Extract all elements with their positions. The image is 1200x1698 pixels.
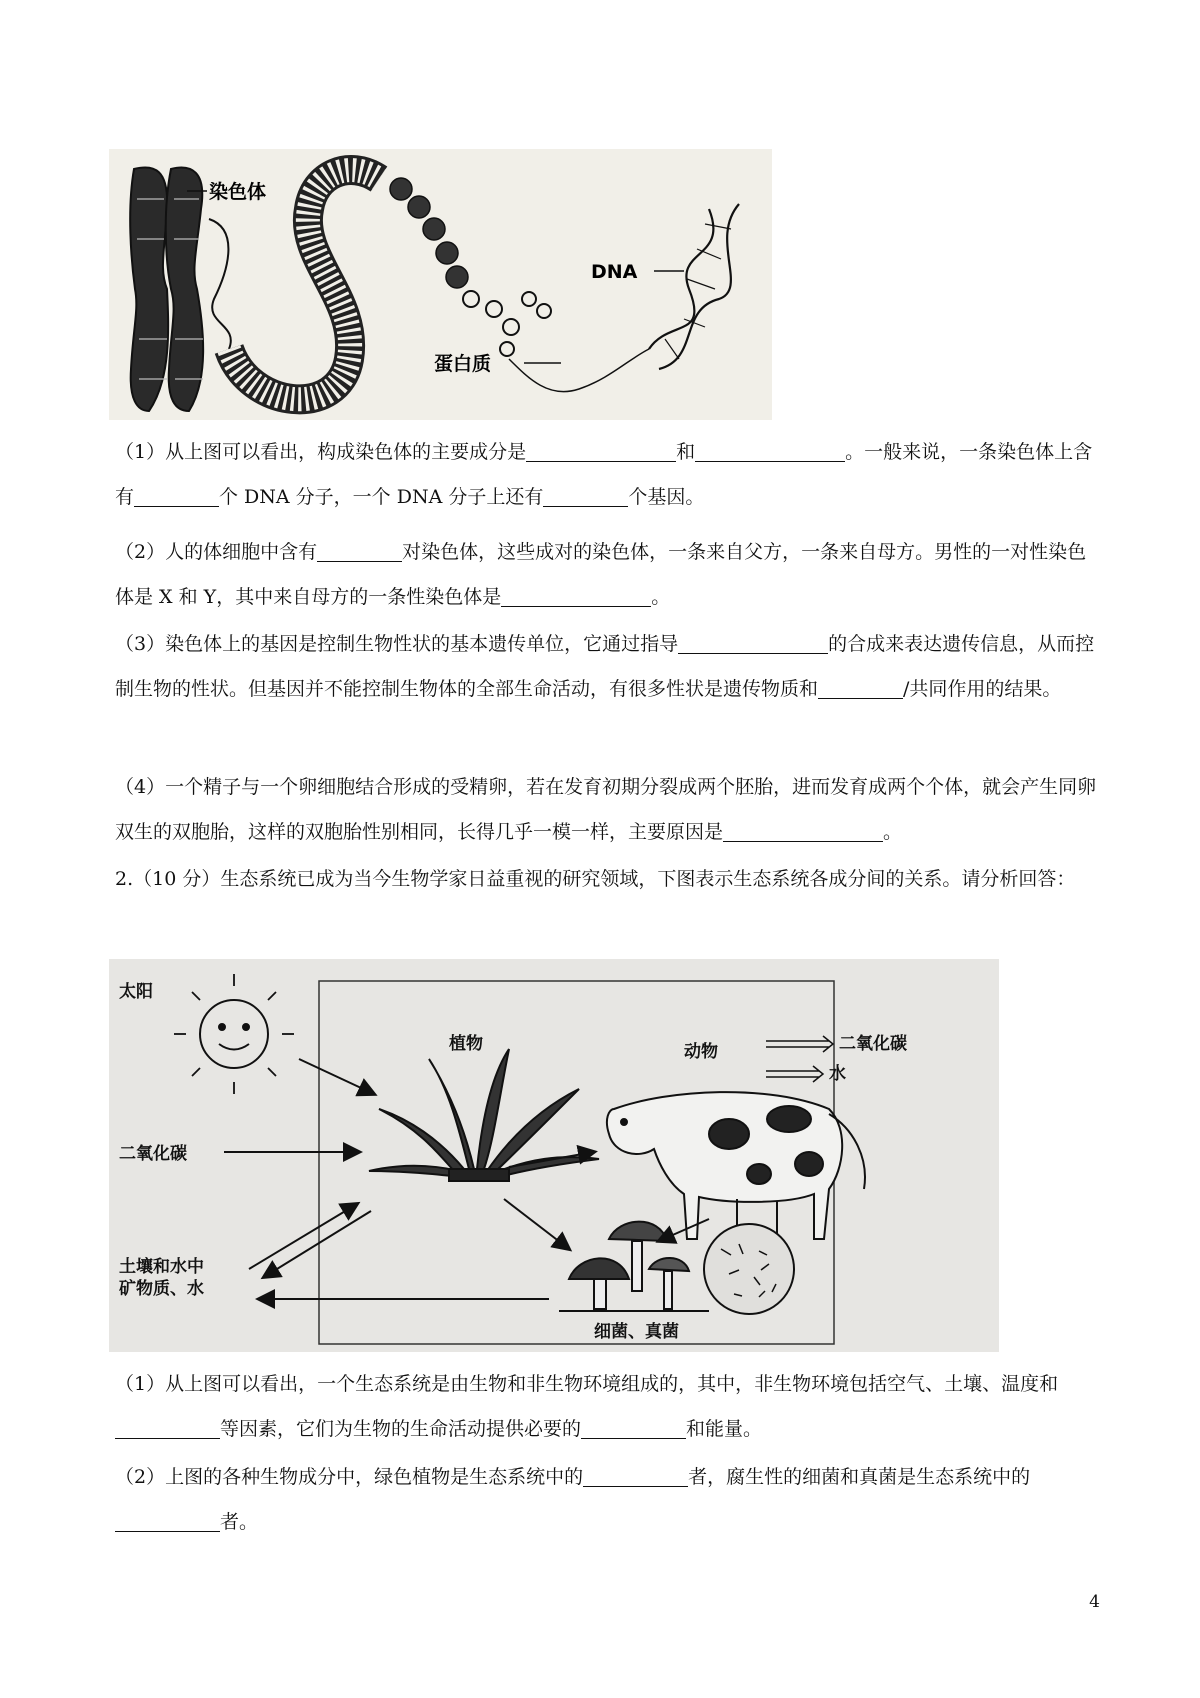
q2-p2-text-a: （2）上图的各种生物成分中，绿色植物是生态系统中的 [115, 1466, 584, 1488]
answer-blank[interactable] [134, 484, 219, 507]
q1-p1-text-b: 和 [676, 441, 696, 463]
q2-intro-text: 2.（10 分）生态系统已成为当今生物学家日益重视的研究领域，下图表示生态系统各成分间的关系。请分析回答： [115, 868, 1076, 890]
q1-p4-text-b: 。 [883, 821, 903, 843]
q2-part1 [115, 1362, 1098, 1452]
q1-part3 [115, 622, 1098, 712]
answer-blank[interactable] [317, 539, 402, 562]
q2-p2-text-c: 者。 [220, 1511, 259, 1533]
label-water-out: 水 [829, 1064, 846, 1084]
label-co2-out: 二氧化碳 [839, 1034, 907, 1054]
q1-p1-text-e: 个基因。 [628, 486, 705, 508]
q1-p2-text-b: 对染色体，这些成对的染色体，一条来自父方，一条来自母方。男性的一对性染色体是 X 和 Y，其中来自母方的一条性染色体是 [115, 541, 1087, 608]
label-sun: 太阳 [119, 982, 153, 1002]
q1-part4 [115, 765, 1098, 855]
answer-blank[interactable] [526, 439, 676, 462]
answer-blank[interactable] [115, 1416, 220, 1439]
chromosome-drawing [130, 167, 203, 411]
answer-blank[interactable] [581, 1416, 686, 1439]
q2-p2-text-b: 者，腐生性的细菌和真菌是生态系统中的 [688, 1466, 1031, 1488]
q2-p1-text-a: （1）从上图可以看出，一个生态系统是由生物和非生物环境组成的，其中，非生物环境包括空气、土壤、温度和 [115, 1373, 1059, 1395]
q2-part2 [115, 1455, 1098, 1545]
q2-p1-text-b: 等因素，它们为生物的生命活动提供必要的 [220, 1418, 582, 1440]
q1-p1-text-d: 个 DNA 分子，一个 DNA 分子上还有 [219, 486, 544, 508]
q1-p4-text-a: （4）一个精子与一个卵细胞结合形成的受精卵，若在发育初期分裂成两个胚胎，进而发育成两个个体，就会产生同卵双生的双胞胎，这样的双胞胎性别相同，长得几乎一模一样，主要原因是 [115, 776, 1097, 843]
answer-blank[interactable] [115, 1509, 220, 1532]
page-number: 4 [1089, 1592, 1100, 1612]
label-animal: 动物 [684, 1042, 718, 1062]
sun-drawing [174, 974, 294, 1094]
cow-drawing [607, 1092, 865, 1241]
ecosystem-figure [109, 959, 999, 1352]
label-chromosome: 染色体 [209, 181, 267, 203]
answer-blank[interactable] [678, 631, 828, 654]
answer-blank[interactable] [695, 439, 845, 462]
label-co2-in: 二氧化碳 [119, 1144, 187, 1164]
q1-p3-text-a: （3）染色体上的基因是控制生物性状的基本遗传单位，它通过指导 [115, 633, 679, 655]
q1-p2-text-a: （2）人的体细胞中含有 [115, 541, 318, 563]
plant-drawing [369, 1049, 599, 1181]
decomposer-drawing [559, 1222, 794, 1314]
q1-p3-text-c: /共同作用的结果。 [903, 678, 1062, 700]
label-soil-2: 矿物质、水 [119, 1279, 204, 1299]
q1-p3-text-b: 的合成来表达遗传信息，从而控制生物的性状。但基因并不能控制生物体的全部生命活动，有很多性状是遗传物质和 [115, 633, 1095, 700]
ecosystem-diagram [109, 959, 999, 1352]
q1-part1 [115, 430, 1098, 520]
q2-intro [115, 857, 1098, 902]
label-decomposer: 细菌、真菌 [594, 1322, 679, 1342]
answer-blank[interactable] [818, 676, 903, 699]
q2-p1-text-c: 和能量。 [686, 1418, 763, 1440]
chromosome-diagram [109, 149, 772, 420]
answer-blank[interactable] [543, 484, 628, 507]
answer-blank[interactable] [583, 1464, 688, 1487]
answer-blank[interactable] [501, 584, 651, 607]
q1-part2 [115, 530, 1098, 620]
answer-blank[interactable] [723, 819, 883, 842]
q1-p1-text-c: 。一般来说，一条染色体上含有 [115, 441, 1093, 508]
chromosome-figure [109, 149, 772, 420]
q1-p1-text-a: （1）从上图可以看出，构成染色体的主要成分是 [115, 441, 527, 463]
label-protein: 蛋白质 [434, 353, 492, 375]
q1-p2-text-c: 。 [651, 586, 671, 608]
label-plant: 植物 [449, 1034, 483, 1054]
label-soil-1: 土壤和水中 [119, 1257, 204, 1277]
label-dna: DNA [591, 261, 638, 283]
